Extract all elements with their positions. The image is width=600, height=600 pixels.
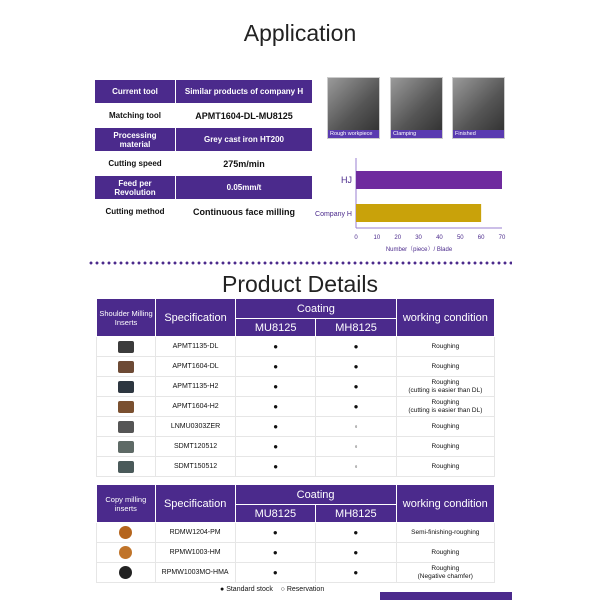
mu8125-cell: ●	[235, 563, 315, 583]
mh8125-cell: ●	[316, 377, 396, 397]
table-row	[97, 397, 495, 417]
table-row	[97, 563, 495, 583]
mu8125-cell: ●	[235, 523, 315, 543]
condition-header: working condition	[396, 485, 494, 523]
mu8125-cell: ●	[236, 417, 316, 437]
clamping-photo	[390, 77, 443, 139]
condition-cell: Roughing	[396, 337, 494, 357]
tick-label: 50	[456, 235, 464, 241]
category-label: Company H	[315, 211, 352, 218]
application-key: Feed per Revolution	[95, 176, 176, 200]
application-row	[95, 128, 313, 152]
mh8125-cell: ◦	[316, 457, 396, 477]
table-row	[97, 543, 495, 563]
mu8125-cell: ●	[236, 337, 316, 357]
mh8125-cell: ●	[316, 523, 396, 543]
insert-image-cell	[97, 337, 156, 357]
mh8125-cell: ●	[316, 397, 396, 417]
insert-image-cell	[97, 377, 156, 397]
spec-cell: RPMW1003-HM	[155, 543, 235, 563]
category-label: HJ	[341, 175, 352, 185]
condition-cell: Roughing	[396, 357, 494, 377]
insert-image-cell	[97, 437, 156, 457]
tick-label: 70	[498, 235, 506, 241]
condition-cell: Roughing (Negative chamfer)	[396, 563, 494, 583]
application-row	[95, 200, 313, 224]
tick-label: 30	[415, 235, 422, 241]
application-row	[95, 104, 313, 128]
standard-stock-icon: ●	[220, 586, 225, 593]
application-value: 0.05mm/t	[176, 176, 313, 200]
spec-header: Specification	[156, 299, 236, 337]
application-key: Cutting method	[95, 200, 176, 224]
mu8125-cell: ●	[236, 437, 316, 457]
insert-icon	[118, 341, 134, 353]
insert-image-cell	[97, 457, 156, 477]
insert-image-cell	[97, 417, 156, 437]
copy-milling-table	[96, 484, 495, 583]
spec-cell: SDMT120512	[156, 437, 236, 457]
table-row	[97, 357, 495, 377]
coating-header: Coating	[235, 485, 396, 505]
insert-image-cell	[97, 543, 156, 563]
insert-icon	[118, 421, 134, 433]
tick-label: 20	[394, 235, 402, 241]
mh8125-cell: ◦	[316, 417, 396, 437]
mh8125-cell: ●	[316, 337, 396, 357]
application-value: APMT1604-DL-MU8125	[176, 104, 313, 128]
photo-caption: Finished	[453, 130, 504, 138]
application-value: Continuous face milling	[176, 200, 313, 224]
bar	[356, 171, 502, 189]
spec-cell: APMT1604-DL	[156, 357, 236, 377]
application-value: 275m/min	[176, 152, 313, 176]
table-row	[97, 417, 495, 437]
insert-icon	[118, 401, 134, 413]
x-axis-label: Number（piece）/ Blade	[385, 247, 453, 253]
insert-icon	[119, 546, 132, 559]
spec-cell: RDMW1204-PM	[155, 523, 235, 543]
spec-cell: LNMU0303ZER	[156, 417, 236, 437]
footer-bar	[380, 592, 512, 600]
photo-caption: Clamping	[391, 130, 442, 138]
spec-header: Specification	[155, 485, 235, 523]
spec-cell: RPMW1003MO-HMA	[155, 563, 235, 583]
condition-cell: Roughing	[396, 457, 494, 477]
tick-label: 0	[354, 235, 358, 241]
table-row	[97, 457, 495, 477]
insert-image-cell	[97, 397, 156, 417]
condition-cell: Roughing	[396, 543, 494, 563]
table-row	[97, 377, 495, 397]
category-header: Copy milling inserts	[97, 485, 156, 523]
application-key: Matching tool	[95, 104, 176, 128]
coating-header: Coating	[236, 299, 397, 319]
stock-legend	[220, 586, 324, 593]
bar	[356, 204, 481, 222]
condition-cell: Roughing	[396, 437, 494, 457]
mu8125-cell: ●	[236, 357, 316, 377]
rough-workpiece-photo	[327, 77, 380, 139]
mu8125-cell: ●	[236, 457, 316, 477]
application-row	[95, 176, 313, 200]
insert-icon	[118, 381, 134, 393]
spec-cell: APMT1135-H2	[156, 377, 236, 397]
finished-photo	[452, 77, 505, 139]
process-photos	[327, 77, 503, 141]
application-row	[95, 80, 313, 104]
mh8125-cell: ◦	[316, 437, 396, 457]
condition-cell: Roughing (cutting is easier than DL)	[396, 377, 494, 397]
mu8125-cell: ●	[236, 397, 316, 417]
spec-cell: SDMT150512	[156, 457, 236, 477]
condition-header: working condition	[396, 299, 494, 337]
insert-icon	[119, 526, 132, 539]
application-table	[94, 79, 313, 224]
mu8125-cell: ●	[235, 543, 315, 563]
condition-cell: Roughing	[396, 417, 494, 437]
condition-cell: Semi-finishing-roughing	[396, 523, 494, 543]
insert-image-cell	[97, 357, 156, 377]
mh8125-cell: ●	[316, 357, 396, 377]
insert-image-cell	[97, 523, 156, 543]
tool-life-chart	[310, 150, 520, 255]
reservation-icon: ○	[280, 586, 285, 593]
application-key: Current tool	[95, 80, 176, 104]
grade-header: MU8125	[235, 505, 315, 523]
section-divider	[88, 261, 512, 265]
standard-stock-label: Standard stock	[226, 586, 273, 593]
grade-header: MH8125	[316, 505, 396, 523]
photo-caption: Rough workpiece	[328, 130, 379, 138]
insert-icon	[119, 566, 132, 579]
mh8125-cell: ●	[316, 563, 396, 583]
tick-label: 10	[373, 235, 381, 241]
application-value: Grey cast iron HT200	[176, 128, 313, 152]
application-row	[95, 152, 313, 176]
spec-cell: APMT1604-H2	[156, 397, 236, 417]
grade-header: MU8125	[236, 319, 316, 337]
table-row	[97, 337, 495, 357]
tick-label: 60	[477, 235, 485, 241]
mh8125-cell: ●	[316, 543, 396, 563]
insert-icon	[118, 461, 134, 473]
grade-header: MH8125	[316, 319, 396, 337]
table-row	[97, 523, 495, 543]
tick-label: 40	[436, 235, 443, 241]
application-key: Processing material	[95, 128, 176, 152]
condition-cell: Roughing (cutting is easier than DL)	[396, 397, 494, 417]
application-key: Cutting speed	[95, 152, 176, 176]
insert-icon	[118, 441, 134, 453]
reservation-label: Reservation	[286, 586, 325, 593]
spec-cell: APMT1135-DL	[156, 337, 236, 357]
mu8125-cell: ●	[236, 377, 316, 397]
category-header: Shoulder Milling Inserts	[97, 299, 156, 337]
insert-icon	[118, 361, 134, 373]
product-details-title: Product Details	[222, 271, 378, 297]
application-value: Similar products of company H	[176, 80, 313, 104]
table-row	[97, 437, 495, 457]
insert-image-cell	[97, 563, 156, 583]
shoulder-milling-table	[96, 298, 495, 477]
application-title: Application	[243, 20, 357, 46]
